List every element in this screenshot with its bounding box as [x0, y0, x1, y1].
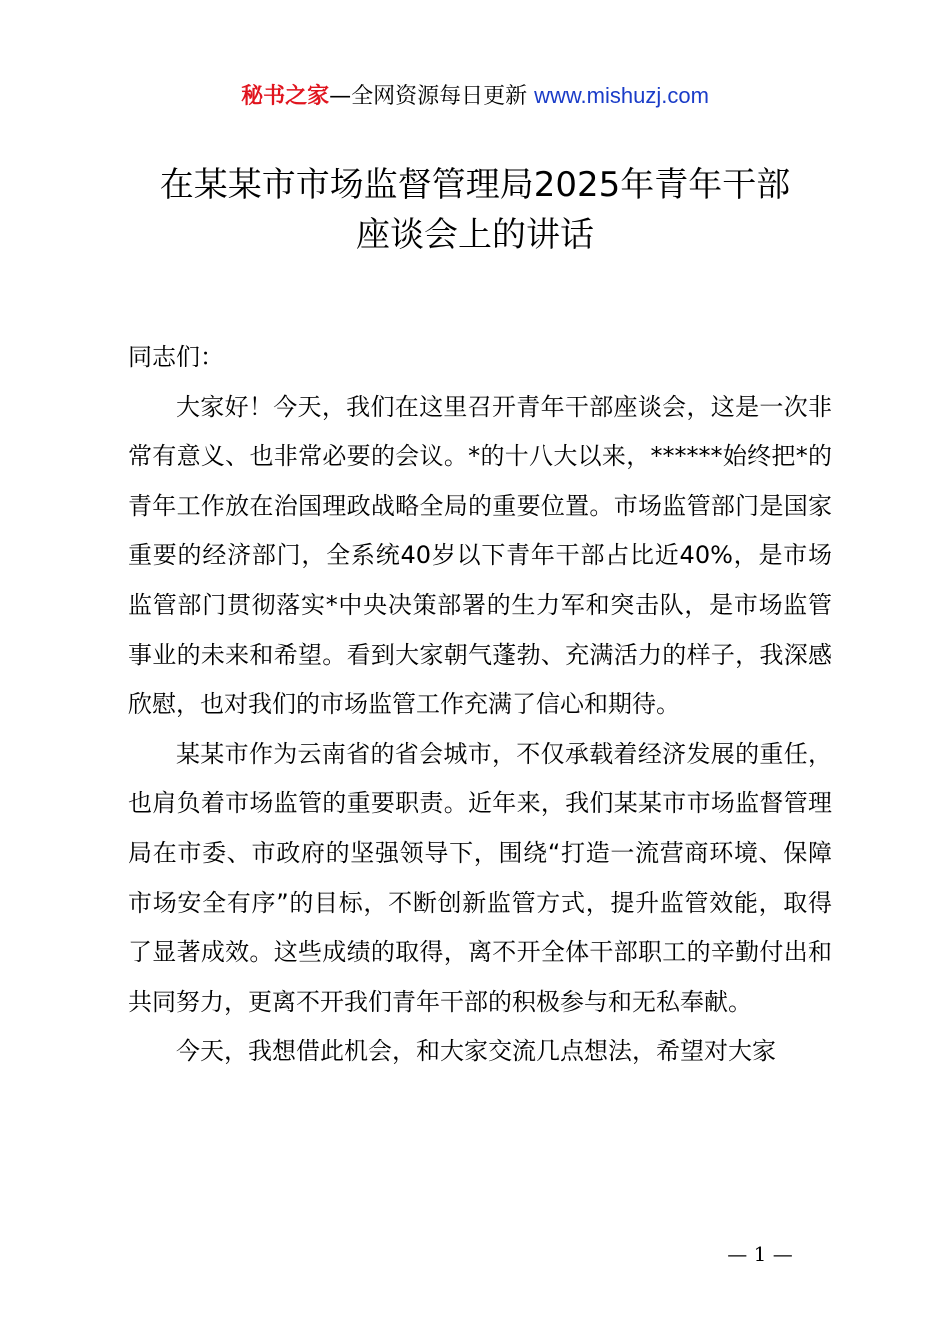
brand-name: 秘书之家 — [241, 84, 330, 109]
page-number: — 1 — — [727, 1242, 793, 1266]
salutation: 同志们： — [128, 343, 224, 371]
document-body — [128, 333, 832, 1077]
site-header — [0, 80, 950, 113]
site-url-link[interactable]: www.mishuzj.com — [534, 83, 709, 108]
document-title — [75, 160, 875, 260]
paragraph-2: 某某市作为云南省的省会城市，不仅承载着经济发展的重任，也肩负着市场监管的重要职责。近年来，我们某某市市场监督管理局在市委、市政府的坚强领导下，围绕“打造一流营商环境、保障市场安全有序”的目标，不断创新监管方式，提升监管效能，取得了显著成效。这些成绩的取得，离不开全体干部职工的辛勤付出和共同努力，更离不开我们青年干部的积极参与和无私奉献。 — [128, 739, 832, 1016]
title-line-1: 在某某市市场监督管理局2025年青年干部 — [159, 165, 791, 205]
header-tagline: —全网资源每日更新 — [329, 84, 528, 109]
paragraph-3: 今天，我想借此机会，和大家交流几点想法，希望对大家 — [176, 1037, 776, 1066]
title-line-2: 座谈会上的讲话 — [356, 215, 594, 255]
paragraph-1: 大家好！今天，我们在这里召开青年干部座谈会，这是一次非常有意义、也非常必要的会议。*的十八大以来，******始终把*的青年工作放在治国理政战略全局的重要位置。市场监管部门是国家重要的经济部门，全系统40岁以下青年干部占比近40%，是市场监管部门贯彻落实*中央决策部署的生力军和突击队，是市场监管事业的未来和希望。看到大家朝气蓬勃、充满活力的样子，我深感欣慰，也对我们的市场监管工作充满了信心和期待。 — [128, 392, 832, 719]
